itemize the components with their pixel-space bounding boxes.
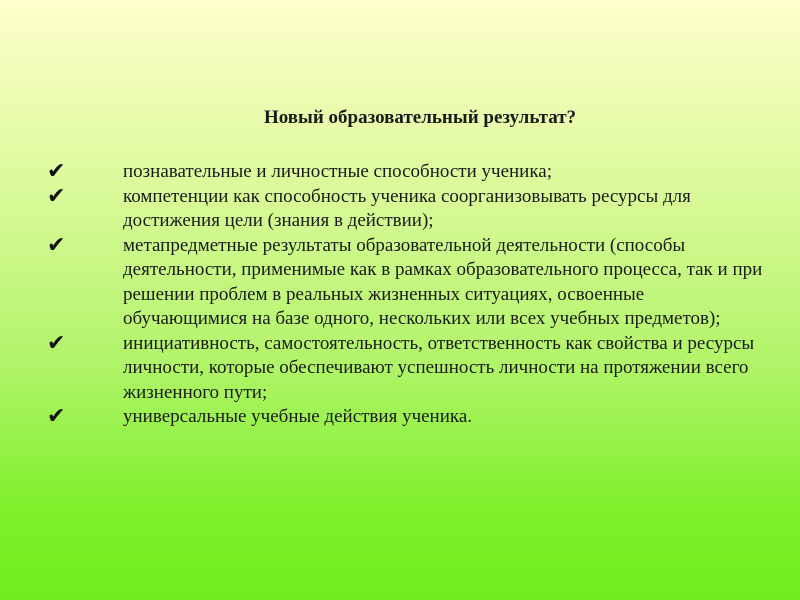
check-mark-icon: ✔ xyxy=(47,232,66,258)
list-item-text: инициативность, самостоятельность, ответственность как свойства и ресурсы личности, которые обеспечивают успешность личности на протяжении всего жизненного пути; xyxy=(123,332,755,403)
list-item xyxy=(0,160,800,185)
list-item xyxy=(0,185,800,234)
list-item xyxy=(0,405,800,430)
list-item-text: компетенции как способность ученика соорганизовывать ресурсы для достижения цели (знания в действии); xyxy=(123,185,691,231)
bullet-list xyxy=(0,160,800,430)
check-mark-icon: ✔ xyxy=(47,330,66,356)
check-mark-icon: ✔ xyxy=(47,159,66,184)
check-mark-icon: ✔ xyxy=(47,404,66,429)
check-mark-icon: ✔ xyxy=(47,183,66,209)
list-item-text: метапредметные результаты образовательной деятельности (способы деятельности, применимые как в рамках образовательного процесса, так и при решении проблем в реальных жизненных ситуациях, освоенные обучающимися на базе одного, нескольких или всех учебных предметов); xyxy=(123,234,763,329)
list-item xyxy=(0,234,800,332)
slide-title: Новый образовательный результат? xyxy=(263,107,577,128)
list-item xyxy=(0,332,800,406)
list-item-text: универсальные учебные действия ученика. xyxy=(123,406,473,427)
list-item-text: познавательные и личностные способности ученика; xyxy=(123,161,553,182)
